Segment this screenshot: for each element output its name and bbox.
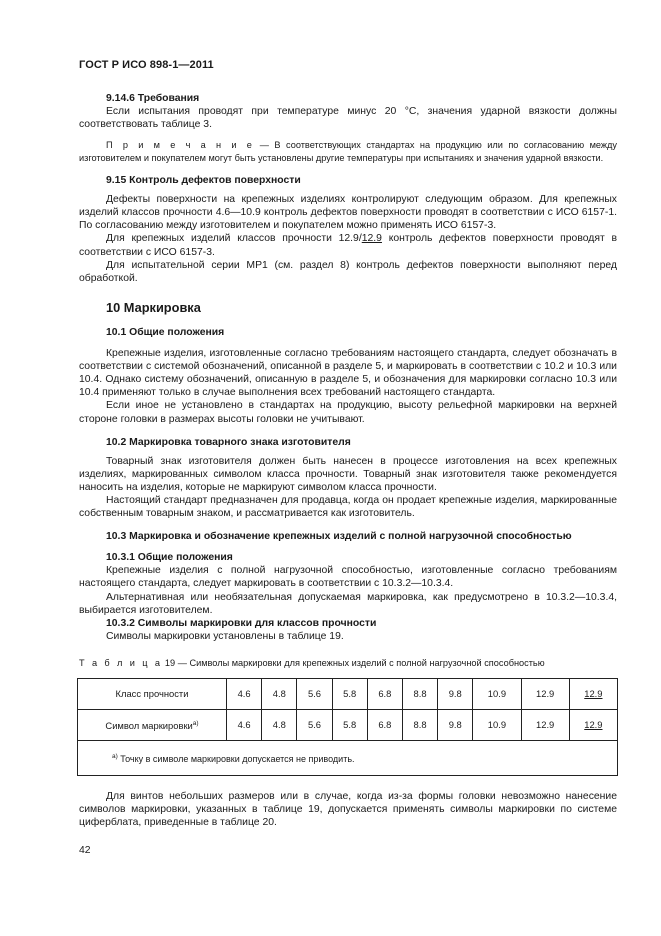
table-cell: 8.8 <box>402 679 437 710</box>
section-10-1-paragraph-1: Крепежные изделия, изготовленные согласно требованиям настоящего стандарта, следует обозначать в соответствии с системой обозначений, описанной в разделе 5, и маркировать в соответствии с 10.2 и 10.3 или 10.4. Однако систему обозначений, описанную в разделе 5, и обозначения для маркировки согласно 10.3 или 10.4 применяют только в случае выполнения всех требований настоящего стандарта. <box>79 348 617 399</box>
table-caption-text: 19 — Символы маркировки для крепежных изделий с полной нагрузочной способностью <box>162 657 545 668</box>
table-cell: 5.6 <box>297 679 332 710</box>
table-cell: 6.8 <box>367 710 402 741</box>
note <box>79 139 617 164</box>
table-cell: 10.9 <box>473 710 521 741</box>
section-9-15-paragraph-3: Для испытательной серии МР1 (см. раздел 8) контроль дефектов поверхности выполняют перед обработкой. <box>79 259 617 284</box>
section-10-2-title: 10.2 Маркировка товарного знака изготовителя <box>106 436 351 448</box>
section-10-1-paragraph-2: Если иное не установлено в стандартах на продукцию, высоту рельефной маркировки на верхней стороне головки в размерах высоты головки не учитывают. <box>79 400 617 425</box>
section-10-2-paragraph-2: Настоящий стандарт предназначен для продавца, когда он продает крепежные изделия, маркированные собственным товарным знаком, и рассматривается как изготовитель. <box>79 494 617 520</box>
page-number: 42 <box>79 845 91 856</box>
table-cell-underlined: 12.9 <box>569 710 617 741</box>
section-9-15-paragraph-2: Для крепежных изделий классов прочности 12.9/12.9 контроль дефектов поверхности проводят в соответствии с ИСО 6157-3. <box>79 233 617 258</box>
table-cell: 4.6 <box>227 679 262 710</box>
table-19 <box>77 678 618 776</box>
table-row-marking-symbol <box>78 710 618 741</box>
table-cell: 5.8 <box>332 679 367 710</box>
tail-paragraph: Для винтов небольших размеров или в случае, когда из-за формы головки невозможно нанесение символов маркировки, указанных в таблице 19, допускается применять символы маркировки по системе циферблата, приведенные в таблице 20. <box>79 791 617 829</box>
table-footnote-row <box>78 741 618 776</box>
document-body <box>79 92 617 829</box>
document-header: ГОСТ Р ИСО 898-1—2011 <box>79 59 214 71</box>
row-label-strength-class: Класс прочности <box>78 679 227 710</box>
section-10-2-paragraph-1: Товарный знак изготовителя должен быть нанесен в процессе изготовления на всех крепежных изделиях, маркированных символом класса прочности. Товарный знак изготовителя также рекомендуется наносить на изделия, которые не маркируют символом класса прочности. <box>79 455 617 493</box>
footnote-ref: а) <box>192 720 199 728</box>
table-cell: 5.8 <box>332 710 367 741</box>
section-9-15-paragraph-1: Дефекты поверхности на крепежных изделиях контролируют следующим образом. Для крепежных изделий классов прочности 4.6—10.9 контроль дефектов поверхности проводят в соответствии с ИСО 6157-1. По согласованию между изготовителем и покупателем можно применять ИСО 6157-3. <box>79 194 617 232</box>
note-text: — В соответствующих стандартах на продукцию или по согласованию между изготовителем и покупателем могут быть установлены другие температуры при испытаниях и значения ударной вязкости. <box>79 140 617 163</box>
table-cell: 9.8 <box>438 679 473 710</box>
section-10-3-2-paragraph: Символы маркировки установлены в таблице 19. <box>106 630 344 642</box>
table-footnote <box>78 741 618 776</box>
table-row-strength-class <box>78 679 618 710</box>
section-10-title: 10 Маркировка <box>106 299 201 315</box>
footnote-mark: а) <box>112 752 118 760</box>
table-cell: 12.9 <box>521 679 569 710</box>
note-label: П р и м е ч а н и е <box>106 140 255 151</box>
section-9-14-6-paragraph: Если испытания проводят при температуре минус 20 °С, значения ударной вязкости должны соответствовать таблице 3. <box>79 106 617 131</box>
table-cell: 4.8 <box>262 710 297 741</box>
table-cell: 4.6 <box>227 710 262 741</box>
row-label-marking-symbol: Символ маркировки$^{а)}$ <box>78 710 227 741</box>
table-cell: 8.8 <box>402 710 437 741</box>
section-9-15-title: 9.15 Контроль дефектов поверхности <box>106 175 301 187</box>
table-cell: 4.8 <box>262 679 297 710</box>
section-10-3-1-paragraph-2: Альтернативная или необязательная допускаемая маркировка, как предусмотрено в 10.3.2—10.3.4, выбирается изготовителем. <box>79 591 617 616</box>
section-10-3-2-title: 10.3.2 Символы маркировки для классов прочности <box>106 617 377 629</box>
table-cell: 9.8 <box>438 710 473 741</box>
table-caption-label: Т а б л и ц а <box>79 657 163 668</box>
table-19-caption <box>79 657 617 670</box>
table-cell: 6.8 <box>367 679 402 710</box>
table-cell: 5.6 <box>297 710 332 741</box>
section-10-3-1-paragraph-1: Крепежные изделия с полной нагрузочной способностью, изготовленные согласно требованиям настоящего стандарта, следует маркировать в соответствии с 10.3.2—10.3.4. <box>79 565 617 590</box>
table-cell-underlined: 12.9 <box>569 679 617 710</box>
section-10-3-title: 10.3 Маркировка и обозначение крепежных изделий с полной нагрузочной способностью <box>106 531 572 543</box>
table-cell: 10.9 <box>473 679 521 710</box>
section-10-3-1-title: 10.3.1 Общие положения <box>106 552 233 564</box>
table-cell: 12.9 <box>521 710 569 741</box>
section-9-14-6-title: 9.14.6 Требования <box>106 93 200 104</box>
footnote-text: Точку в символе маркировки допускается не приводить. <box>117 753 355 764</box>
section-10-1-title: 10.1 Общие положения <box>106 326 225 338</box>
